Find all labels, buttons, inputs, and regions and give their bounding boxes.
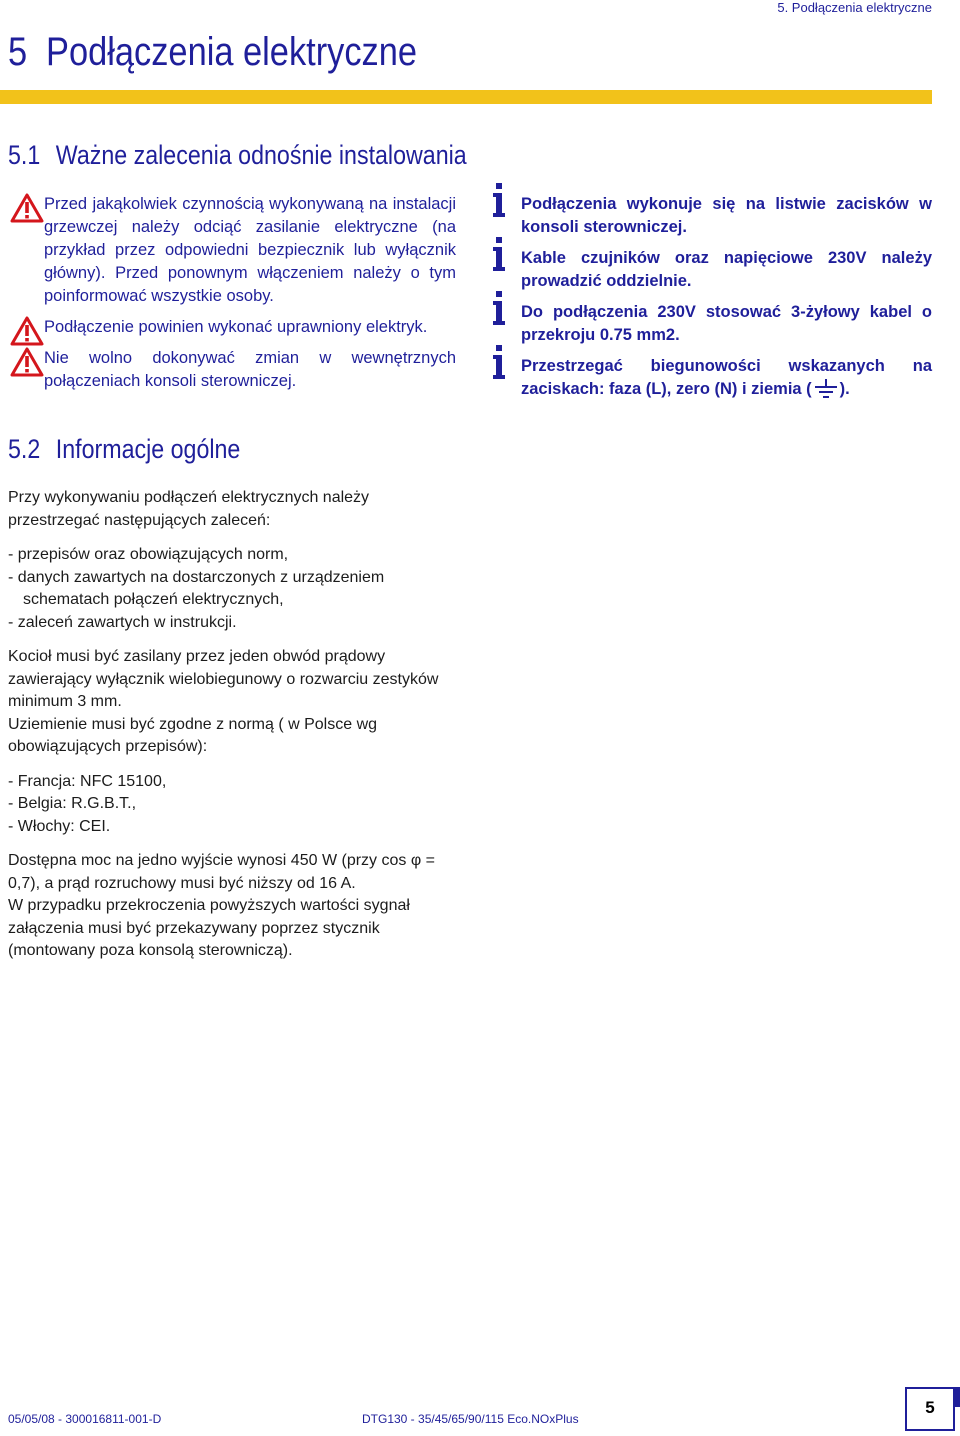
list-item: - Włochy: CEI.: [8, 816, 458, 839]
section-title-text: Informacje ogólne: [55, 434, 241, 464]
list-item: - Belgia: R.G.B.T.,: [8, 793, 458, 816]
warning-note: [10, 193, 456, 308]
section-5-1-title: [8, 140, 467, 171]
page-number: 5: [925, 1398, 935, 1417]
page-number-box: [905, 1387, 955, 1431]
chapter-title-text: Podłączenia elektryczne: [46, 30, 418, 74]
chapter-number: 5: [8, 30, 28, 74]
info-note: [492, 193, 932, 239]
contactor-paragraph: W przypadku przekroczenia powyższych wartości sygnał załączenia musi być przekazywany poprzez stycznik (montowany poza konsolą sterowniczą).: [8, 897, 410, 959]
warning-notes: [10, 193, 456, 401]
power-paragraph: Dostępna moc na jedno wyjście wynosi 450 W (przy cos φ = 0,7), a prąd rozruchowy musi być niższy od 16 A.: [8, 852, 435, 892]
warning-text: Przed jakąkolwiek czynnością wykonywaną na instalacji grzewczej należy odciąć zasilanie elektryczne (na przykład przez odpowiedni bezpiecznik lub wyłącznik główny). Przed ponownym włączeniem należy o tym poinformować wszystkie osoby.: [44, 195, 456, 305]
info-note: [492, 247, 932, 293]
footer-doc-reference: 05/05/08 - 300016811-001-D: [8, 1412, 162, 1426]
info-note: [492, 355, 932, 401]
running-header: 5. Podłączenia elektryczne: [777, 0, 932, 15]
warning-note: [10, 347, 456, 393]
warning-triangle-icon: [10, 193, 44, 223]
info-icon: [492, 345, 506, 379]
intro-paragraph: Przy wykonywaniu podłączeń elektrycznych należy przestrzegać następujących zaleceń:: [8, 489, 370, 529]
warning-note: [10, 316, 456, 339]
list-item: - Francja: NFC 15100,: [8, 771, 458, 794]
info-text: Kable czujników oraz napięciowe 230V należy prowadzić oddzielnie.: [521, 249, 932, 290]
info-notes: [492, 193, 932, 409]
info-text: Do podłączenia 230V stosować 3-żyłowy kabel o przekroju 0.75 mm2.: [521, 303, 932, 344]
requirements-list: [8, 544, 458, 634]
info-icon: [492, 291, 506, 325]
info-note: [492, 301, 932, 347]
general-info-body: [8, 487, 458, 963]
list-item: - zaleceń zawartych w instrukcji.: [8, 612, 458, 635]
chapter-title: [8, 30, 417, 75]
header-accent-bar: [0, 90, 932, 104]
warning-text: Nie wolno dokonywać zmian w wewnętrznych połączeniach konsoli sterowniczej.: [44, 349, 456, 390]
page-tab-marker: [955, 1387, 960, 1407]
ground-symbol-icon: [812, 378, 840, 400]
list-item: - danych zawartych na dostarczonych z urządzeniem schematach połączeń elektrycznych,: [8, 567, 458, 612]
info-text: Przestrzegać biegunowości wskazanych na zaciskach: faza (L), zero (N) i ziemia (: [521, 357, 932, 398]
standards-list: [8, 771, 458, 839]
info-icon: [492, 237, 506, 271]
warning-triangle-icon: [10, 316, 44, 346]
info-text-end: ).: [839, 380, 850, 398]
earthing-paragraph: Uziemienie musi być zgodne z normą ( w Polsce wg obowiązujących przepisów):: [8, 715, 378, 755]
section-number: 5.1: [8, 140, 41, 170]
footer-model: DTG130 - 35/45/65/90/115 Eco.NOxPlus: [362, 1412, 579, 1426]
list-item: - przepisów oraz obowiązujących norm,: [8, 544, 458, 567]
section-title-text: Ważne zalecenia odnośnie instalowania: [55, 140, 467, 170]
warning-text: Podłączenie powinien wykonać uprawniony elektryk.: [44, 318, 428, 336]
section-number: 5.2: [8, 434, 41, 464]
info-text: Podłączenia wykonuje się na listwie zacisków w konsoli sterowniczej.: [521, 195, 932, 236]
supply-paragraph: Kocioł musi być zasilany przez jeden obwód prądowy zawierający wyłącznik wielobiegunowy o rozwarciu zestyków minimum 3 mm.: [8, 648, 439, 710]
section-5-2-title: [8, 434, 240, 465]
warning-triangle-icon: [10, 347, 44, 377]
info-icon: [492, 183, 506, 217]
